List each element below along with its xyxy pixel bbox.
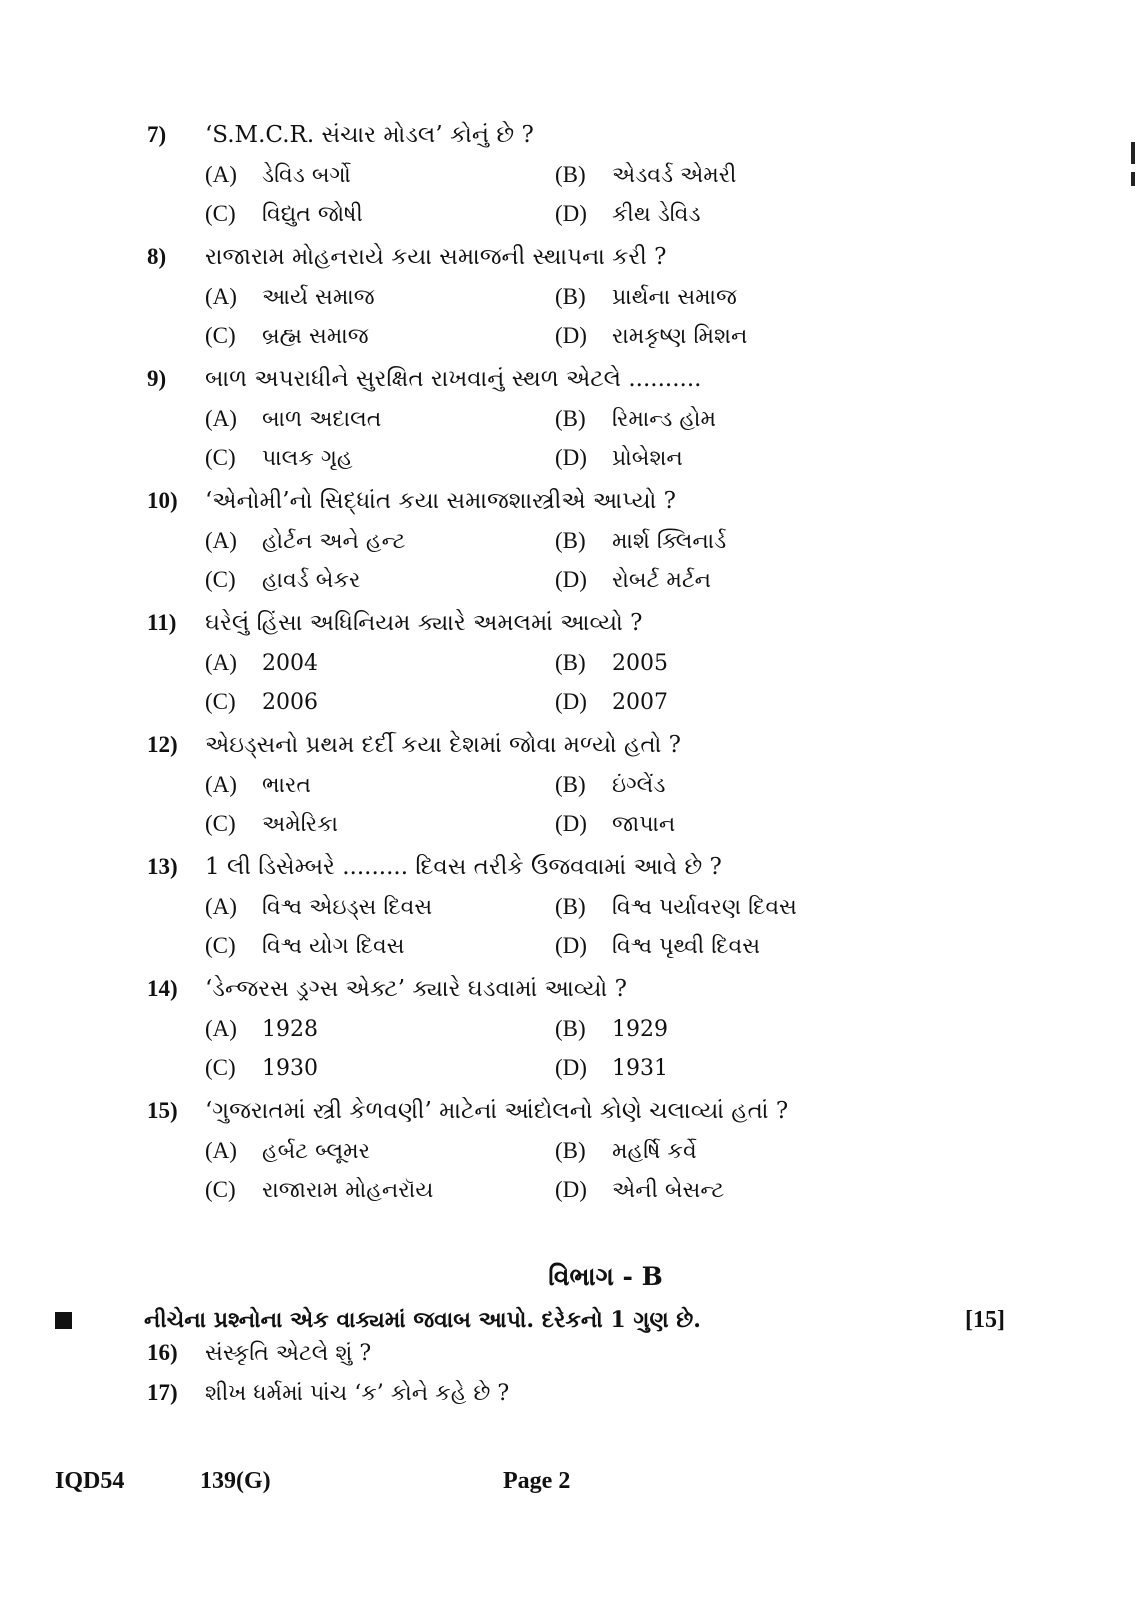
instruction-text: નીચેના પ્રશ્નોના એક વાક્યમાં જવાબ આપો. દરેકનો 1 ગુણ છે.	[144, 1307, 701, 1333]
option-text: જાપાન	[612, 812, 676, 837]
option-label: (C)	[205, 567, 236, 592]
option-text: કીથ ડેવિડ	[612, 202, 701, 227]
section-title	[0, 1262, 1141, 1292]
option-label: (D)	[555, 1177, 587, 1202]
option-text: 2007	[612, 690, 668, 715]
option-item	[555, 567, 915, 606]
question-line	[147, 488, 1047, 528]
question-number: 17)	[147, 1380, 178, 1405]
options-grid	[205, 894, 1047, 972]
question-text: ‘ડેન્જરસ ડ્રગ્સ એક્ટ’ ક્યારે ઘડવામાં આવ્યો ?	[205, 976, 627, 1002]
option-label: (C)	[205, 201, 236, 226]
section-title-text: વિભાગ - B	[548, 1262, 663, 1291]
option-text: વિશ્વ એઇડ્સ દિવસ	[262, 895, 433, 920]
option-item	[205, 650, 555, 689]
option-label: (A)	[205, 650, 237, 675]
options-grid	[205, 406, 1047, 484]
option-label: (A)	[205, 162, 237, 187]
question-text: ઘરેલું હિંસા અધિનિયમ ક્યારે અમલમાં આવ્યો ?	[205, 610, 643, 636]
option-label: (B)	[555, 650, 586, 675]
option-label: (C)	[205, 445, 236, 470]
option-item	[555, 933, 915, 972]
options-grid	[205, 528, 1047, 606]
option-item	[205, 528, 555, 567]
options-grid	[205, 1138, 1047, 1216]
scan-edge-mark	[1131, 172, 1135, 186]
option-item	[205, 933, 555, 972]
option-label: (B)	[555, 284, 586, 309]
question-block	[147, 366, 1047, 484]
question-number: 9)	[147, 366, 167, 391]
option-item	[205, 323, 555, 362]
option-item	[205, 1055, 555, 1094]
page-footer	[0, 1468, 1141, 1504]
question-number: 8)	[147, 244, 167, 269]
scan-edge-mark	[1131, 142, 1135, 164]
option-text: વિદ્યુત જોષી	[262, 202, 363, 227]
question-block	[147, 610, 1047, 728]
option-item	[205, 284, 555, 323]
option-label: (B)	[555, 894, 586, 919]
question-number: 14)	[147, 976, 178, 1001]
option-label: (A)	[205, 894, 237, 919]
option-item	[205, 1016, 555, 1055]
option-item	[205, 567, 555, 606]
option-item	[555, 1177, 915, 1216]
option-text: વિશ્વ પર્યાવરણ દિવસ	[612, 895, 797, 920]
options-grid	[205, 772, 1047, 850]
option-item	[555, 528, 915, 567]
section-instruction	[55, 1302, 1005, 1338]
option-label: (C)	[205, 933, 236, 958]
footer-paper: 139(G)	[200, 1468, 271, 1494]
option-text: 1929	[612, 1017, 668, 1042]
option-text: માર્શ ક્લિનાર્ડ	[612, 529, 727, 554]
option-item	[555, 445, 915, 484]
question-text: 1 લી ડિસેમ્બરે ......... દિવસ તરીકે ઉજવવામાં આવે છે ?	[205, 854, 722, 880]
option-item	[205, 894, 555, 933]
option-text: અમેરિકા	[262, 812, 339, 837]
question-number: 13)	[147, 854, 178, 879]
option-item	[205, 811, 555, 850]
option-item	[205, 1177, 555, 1216]
option-item	[555, 162, 915, 201]
footer-page: Page 2	[503, 1468, 571, 1494]
option-text: 2005	[612, 651, 668, 676]
option-text: રોબર્ટ મર્ટન	[612, 568, 712, 593]
question-text: ‘એનોમી’નો સિદ્ધાંત કયા સમાજશાસ્ત્રીએ આપ્યો ?	[205, 488, 676, 514]
option-text: 2006	[262, 690, 318, 715]
option-label: (C)	[205, 323, 236, 348]
question-text: ‘ગુજરાતમાં સ્ત્રી કેળવણી’ માટેનાં આંદોલનો કોણે ચલાવ્યાં હતાં ?	[205, 1098, 789, 1124]
option-label: (C)	[205, 1177, 236, 1202]
question-block	[147, 488, 1047, 606]
option-text: રાજારામ મોહનરૉય	[262, 1178, 434, 1203]
question-number: 11)	[147, 610, 177, 635]
question-line	[147, 122, 1047, 162]
option-label: (D)	[555, 933, 587, 958]
option-label: (B)	[555, 162, 586, 187]
question-number: 16)	[147, 1340, 178, 1365]
option-item	[555, 650, 915, 689]
question-line	[147, 244, 1047, 284]
question-line	[147, 976, 1047, 1016]
question-block	[147, 854, 1047, 972]
question-text: શીખ ધર્મમાં પાંચ ‘ક’ કોને કહે છે ?	[205, 1381, 510, 1406]
question-block	[147, 1098, 1047, 1216]
option-label: (D)	[555, 445, 587, 470]
option-text: હર્બટ બ્લૂમર	[262, 1139, 370, 1164]
option-text: ડેવિડ બર્ગો	[262, 163, 351, 188]
option-item	[555, 811, 915, 850]
question-text: રાજારામ મોહનરાયે કયા સમાજની સ્થાપના કરી ?	[205, 244, 667, 270]
option-label: (C)	[205, 811, 236, 836]
question-text: સંસ્કૃતિ એટલે શું ?	[205, 1341, 372, 1366]
option-item	[205, 772, 555, 811]
question-block	[147, 732, 1047, 850]
option-label: (C)	[205, 689, 236, 714]
option-label: (B)	[555, 772, 586, 797]
option-text: હોર્ટન અને હન્ટ	[262, 529, 406, 554]
option-item	[555, 1138, 915, 1177]
option-label: (A)	[205, 528, 237, 553]
option-text: 2004	[262, 651, 318, 676]
option-item	[555, 1016, 915, 1055]
option-label: (B)	[555, 528, 586, 553]
option-text: મહર્ષિ કર્વે	[612, 1139, 697, 1164]
question-number: 10)	[147, 488, 178, 513]
option-item	[555, 406, 915, 445]
option-item	[555, 284, 915, 323]
option-text: 1931	[612, 1056, 668, 1081]
option-item	[205, 1138, 555, 1177]
option-item	[205, 445, 555, 484]
question-text: એઇડ્સનો પ્રથમ દર્દી કયા દેશમાં જોવા મળ્યો હતો ?	[205, 732, 681, 758]
footer-code: IQD54	[55, 1468, 125, 1494]
option-text: વિશ્વ યોગ દિવસ	[262, 934, 405, 959]
option-text: હાવર્ડ બેકર	[262, 568, 361, 593]
question-block	[147, 976, 1047, 1094]
option-text: પ્રોબેશન	[612, 446, 683, 471]
question-text: બાળ અપરાધીને સુરક્ષિત રાખવાનું સ્થળ એટલે ..........	[205, 366, 702, 392]
option-label: (B)	[555, 1138, 586, 1163]
option-text: રિમાન્ડ હોમ	[612, 407, 717, 432]
option-item	[205, 406, 555, 445]
option-item	[205, 162, 555, 201]
question-line	[147, 854, 1047, 894]
question-text: ‘S.M.C.R. સંચાર મોડલ’ કોનું છે ?	[205, 122, 534, 148]
option-item	[555, 772, 915, 811]
option-label: (D)	[555, 1055, 587, 1080]
question-number: 12)	[147, 732, 178, 757]
question-number: 15)	[147, 1098, 178, 1123]
option-item	[555, 323, 915, 362]
question-line	[147, 1098, 1047, 1138]
option-item	[205, 689, 555, 728]
option-text: એડવર્ડ એમરી	[612, 163, 737, 188]
option-label: (D)	[555, 689, 587, 714]
question-line	[147, 610, 1047, 650]
option-text: એની બેસન્ટ	[612, 1178, 725, 1203]
option-text: આર્ય સમાજ	[262, 285, 375, 310]
options-grid	[205, 162, 1047, 240]
options-grid	[205, 650, 1047, 728]
option-text: બ્રહ્મ સમાજ	[262, 324, 369, 349]
options-grid	[205, 284, 1047, 362]
question-line	[147, 732, 1047, 772]
option-text: પ્રાર્થના સમાજ	[612, 285, 737, 310]
short-question	[147, 1340, 371, 1380]
option-text: ઇંગ્લેંડ	[612, 773, 666, 798]
section-marks: [15]	[965, 1306, 1005, 1333]
option-item	[555, 689, 915, 728]
option-label: (D)	[555, 323, 587, 348]
option-label: (A)	[205, 1138, 237, 1163]
options-grid	[205, 1016, 1047, 1094]
option-label: (B)	[555, 406, 586, 431]
option-label: (D)	[555, 811, 587, 836]
square-bullet-icon	[55, 1312, 72, 1329]
option-label: (A)	[205, 406, 237, 431]
option-item	[555, 894, 915, 933]
option-text: વિશ્વ પૃથ્વી દિવસ	[612, 934, 761, 959]
option-text: પાલક ગૃહ	[262, 446, 353, 471]
option-label: (B)	[555, 1016, 586, 1041]
question-block	[147, 122, 1047, 240]
option-label: (A)	[205, 284, 237, 309]
option-text: રામકૃષ્ણ મિશન	[612, 324, 748, 349]
question-number: 7)	[147, 122, 167, 147]
question-block	[147, 244, 1047, 362]
option-item	[205, 201, 555, 240]
option-label: (D)	[555, 567, 587, 592]
question-line	[147, 366, 1047, 406]
option-label: (D)	[555, 201, 587, 226]
option-label: (A)	[205, 1016, 237, 1041]
short-question	[147, 1380, 509, 1420]
option-text: 1930	[262, 1056, 318, 1081]
option-text: ભારત	[262, 773, 311, 798]
option-label: (A)	[205, 772, 237, 797]
option-text: બાળ અદાલત	[262, 407, 382, 432]
option-item	[555, 201, 915, 240]
option-item	[555, 1055, 915, 1094]
option-label: (C)	[205, 1055, 236, 1080]
option-text: 1928	[262, 1017, 318, 1042]
